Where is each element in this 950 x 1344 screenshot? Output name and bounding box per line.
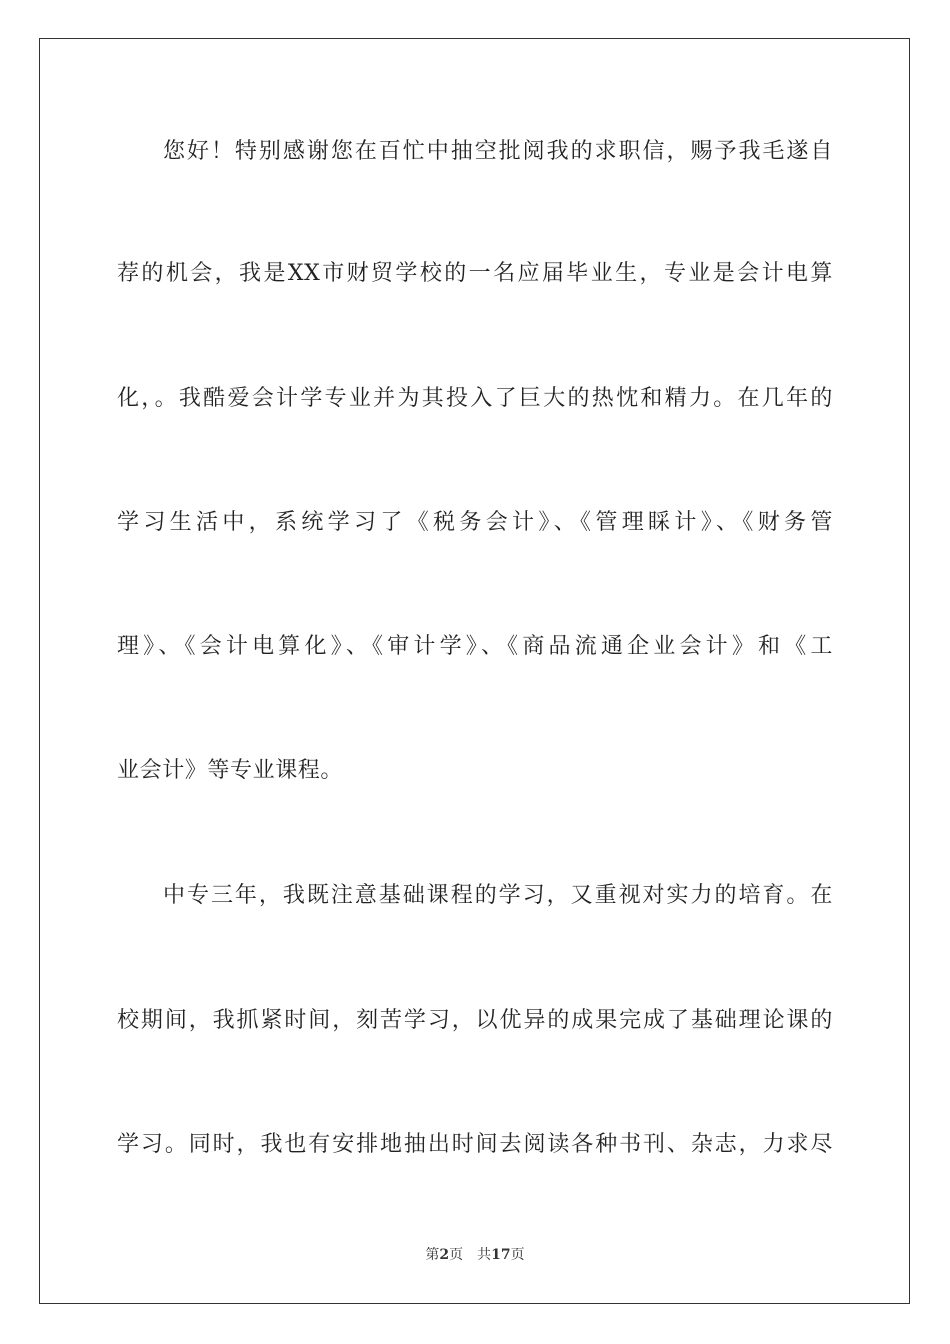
- page-suffix: 页: [449, 1247, 464, 1263]
- total-suffix: 页: [510, 1247, 525, 1263]
- body-line-9: 学习。同时，我也有安排地抽出时间去阅读各种书刊、杂志，力求尽: [117, 1132, 833, 1157]
- page-footer: [0, 1246, 950, 1264]
- body-line-2: 荐的机会，我是XX市财贸学校的一名应届毕业生，专业是会计电算: [117, 261, 833, 286]
- body-line-8: 校期间，我抓紧时间，刻苦学习，以优异的成果完成了基础理论课的: [117, 1008, 833, 1033]
- body-line-4: 学习生活中，系统学习了《税务会计》、《管理睬计》、《财务管: [117, 510, 833, 535]
- page-number: 2: [439, 1247, 450, 1263]
- body-line-1: 您好！特别感谢您在百忙中抽空批阅我的求职信，赐予我毛遂自: [163, 139, 833, 164]
- body-line-5: 理》、《会计电算化》、《审计学》、《商品流通企业会计》和《工: [117, 634, 833, 659]
- total-pages: 17: [491, 1247, 511, 1263]
- page-border: [39, 38, 910, 1304]
- body-line-6: 业会计》等专业课程。: [117, 758, 344, 783]
- total-prefix: 共: [477, 1247, 492, 1263]
- body-line-3: 化，。我酷爱会计学专业并为其投入了巨大的热忱和精力。在几年的: [117, 386, 833, 411]
- body-line-7: 中专三年，我既注意基础课程的学习，又重视对实力的培育。在: [163, 883, 833, 908]
- page-prefix: 第: [425, 1247, 440, 1263]
